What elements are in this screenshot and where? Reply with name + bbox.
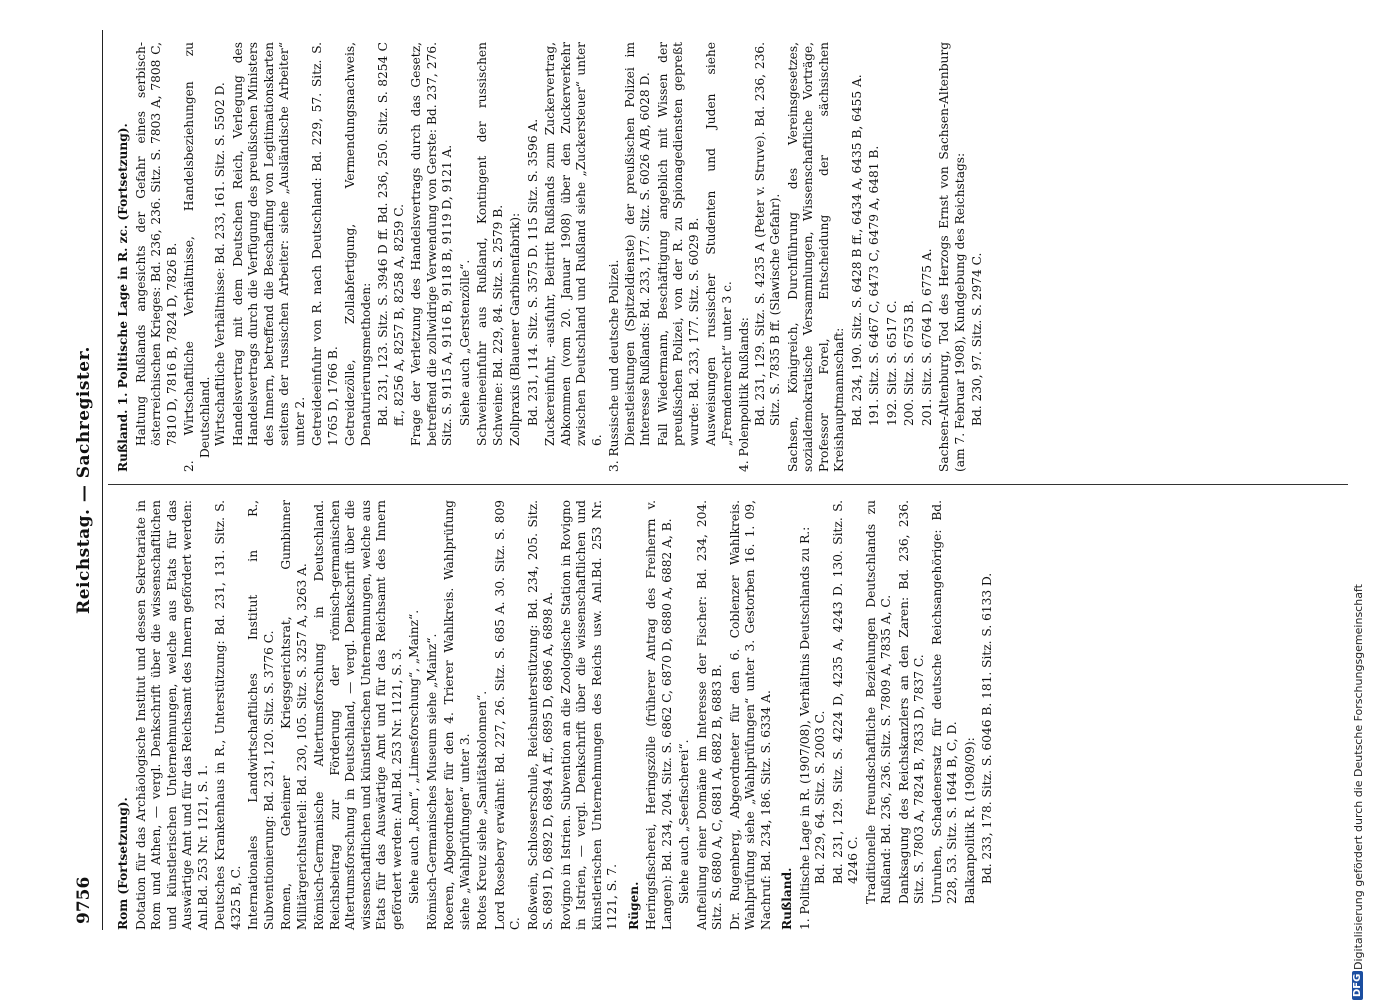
index-entry: Sachsen-Altenburg, Tod des Herzogs Ernst von Sachsen-Altenburg (am 7. Februar 1908), Kundgebung des Reichstags: (937, 42, 967, 472)
citation-line: 200. Sitz. S. 6753 B. (902, 300, 916, 426)
page-number: 9756 (74, 876, 94, 924)
index-entry: Getreideeinfuhr von R. nach Deutschland: Bd. 229, 57. Sitz. S. 1765 D, 1766 B. (310, 42, 340, 446)
numbered-subentry: 2. Wirtschaftliche Verhältnisse, Handelsbeziehungen zu Deutschland. (182, 42, 212, 472)
index-entry: Internationales Landwirtschaftliches Institut in R., Subventionierung: Bd. 231, 120. Sitz. S. 3776 C. (246, 500, 276, 930)
index-entry: Frage der Verletzung des Handelsvertrags durch das Gesetz, betreffend die zollwidrige Verwendung von Gerste: Bd. 237, 276. Sitz. S. 9115 A, 9116 B, 9118 B, 9119 D, 9121 A. (409, 42, 454, 446)
index-entry: Heringsfischerei, Heringszölle (früherer Antrag des Freiherrn v. Langen): Bd. 234, 204. Sitz. S. 6862 C, 6870 D, 6880 A, 6882 A, B. (644, 500, 674, 930)
citation-line: Bd. 231, 114. Sitz. S. 3575 D. 115 Sitz. S. 3596 A. (525, 118, 540, 426)
index-entry: Deutsches Krankenhaus in R., Unterstützung: Bd. 231, 131. Sitz. S. 4325 B, C. (213, 500, 243, 930)
index-entry: Zuckereinfuhr, -ausfuhr, Beitritt Rußlands zum Zuckervertrag, Abkommen (vom 20. Januar 1908) über den Zuckerverkehr zwischen Deutschland und Rußland siehe „Zuckersteuer“ unter 6. (543, 42, 604, 446)
index-entry: Siehe auch „Rom“, „Limesforschung“, „Mainz“. (407, 609, 421, 904)
index-entry: Siehe auch „Seefischerei“. (677, 739, 691, 904)
index-entry: Dienstleistungen (Spitzeldienste) der preußischen Polizei im Interesse Rußlands: Bd. 233, 177. Sitz. S. 6026 A/B, 6028 D. (622, 42, 652, 446)
index-entry: Römisch-Germanisches Museum siehe „Mainz“. (424, 633, 439, 930)
numbered-subentry: 4. Polenpolitik Rußlands: (737, 317, 751, 472)
index-entry: Romen, Geheimer Kriegsgerichtsrat, Gumbinner Militärgerichtsurteil: Bd. 230, 105. Sitz. S. 3257 A, 3263 A. (279, 500, 309, 930)
left-column (110, 500, 998, 930)
index-entry: Balkanpolitik R. (1908/09): (962, 737, 977, 904)
continuation-heading: Rom (Fortsetzung). (116, 797, 130, 930)
document-sheet (70, 30, 1370, 930)
running-title: Reichstag. — Sachregister. (74, 346, 94, 614)
citation-line: 192. Sitz. S. 6517 C. (884, 300, 899, 426)
digitization-footer (1344, 0, 1374, 1000)
index-entry: Rotes Kreuz siehe „Sanitätskolonnen“. (475, 690, 489, 930)
citation-line: 191. Sitz. S. 6467 C, 6473 C, 6479 A, 6481 B. (867, 145, 881, 426)
citation-line: Bd. 230, 97. Sitz. S. 2974 C. (970, 252, 984, 426)
index-entry: Dr. Rugenberg, Abgeordneter für den 6. Coblenzer Wahlkreis. Wahlprüfung siehe „Wahlprüfungen“ unter 3. Gestorben 16. 1. 09, Nachruf: Bd. 234, 186. Sitz. S. 6334 A. (727, 500, 773, 930)
index-entry: Sachsen, Königreich, Durchführung des Vereinsgesetzes, sozialdemokratische Versammlungen, Wissenschaftliche Vorträge, Professor Forel, Entscheidung der sächsischen Kreishauptmannschaft: (785, 42, 846, 472)
index-entry: Roeren, Abgeordneter für den 4. Trierer Wahlkreis. Wahlprüfung siehe „Wahlprüfungen“ unter 3. (442, 500, 472, 930)
index-entry: Traditionelle freundschaftliche Beziehungen Deutschlands zu Rußland: Bd. 236, 236. Sitz. S. 7809 A, 7835 A, C. (863, 500, 893, 904)
numbered-subentry: 1. Politische Lage in R. (1907/08), Verhältnis Deutschlands zu R.: (797, 526, 812, 930)
index-entry: Roßwein, Schlosserschule, Reichsunterstützung: Bd. 234, 205. Sitz. S. 6891 D, 6892 D, 6894 A ff., 6895 D, 6896 A, 6898 A. (525, 500, 555, 930)
citation-line: Bd. 233, 178. Sitz. S. 6046 B. 181. Sitz. S. 6133 D. (980, 572, 994, 884)
index-entry: Dotation für das Archäologische Institut und dessen Sekretariate in Rom und Athen, — vergl. Denkschrift über die wissenschaftlichen und künstlerischen Unternehmungen, welche aus Etats für das Auswärtige Amt und für das Reichsamt des Innern gefördert werden: Anl.Bd. 253 Nr. 1121, S. 1. (133, 500, 210, 930)
continuation-heading: Rußland. 1. Politische Lage in R. zc. (Fortsetzung). (116, 123, 130, 472)
index-entry: Aufteilung einer Domäne im Interesse der Fischer: Bd. 234, 204. Sitz. S. 6880 A, C, 6881 A, 6882 B, 6883 B. (694, 500, 724, 930)
index-entry: Wirtschaftliche Verhältnisse: Bd. 233, 161. Sitz. S. 5502 D. (213, 82, 227, 446)
citation-line: Bd. 231, 123. Sitz. S. 3946 D ff. Bd. 236, 250. Sitz. S. 8254 C ff., 8256 A, 8257 B, 8258 A, 8259 C. (376, 42, 406, 426)
index-heading: Rußland. (780, 867, 794, 930)
index-entry: Getreidezölle, Zollabfertigung, Vermendungsnachweis, Denaturierungsmethoden: (343, 42, 373, 446)
index-entry: Ausweisungen russischer Studenten und Juden siehe „Fremdenrecht“ unter 3 c. (704, 42, 734, 446)
column-divider (108, 484, 1348, 485)
numbered-subentry: 3. Russische und deutsche Polizei. (607, 259, 621, 472)
index-entry: Zollpraxis (Blauener Garbinenfabrik): (508, 212, 522, 446)
citation-line: Bd. 231, 129. Sitz. S. 4224 D, 4235 A, 4243 D. 130. Sitz. S. 4246 C. (830, 500, 860, 884)
index-entry: Haltung Rußlands angesichts der Gefahr eines serbisch-österreichischen Krieges: Bd. 236, 236. Sitz. S. 7803 A, 7808 C, 7810 D, 7816 B, 7824 D, 7826 B. (133, 42, 179, 446)
index-entry: Schweineeinfuhr aus Rußland, Kontingent der russischen Schweine: Bd. 229, 84. Sitz. S. 2579 B. (475, 42, 505, 446)
index-heading: Rügen. (626, 881, 641, 930)
citation-line: Bd. 234, 190. Sitz. S. 6428 B ff., 6434 A, 6435 B, 6455 A. (849, 74, 864, 426)
dfg-logo: DFG (1352, 971, 1363, 1000)
index-entry: Römisch-Germanische Altertumsforschung in Deutschland. Reichsbeitrag zur Förderung der römisch-germanischen Altertumsforschung in Deutschland, — vergl. Denkschrift über die wissenschaftlichen und künstlerischen Unternehmungen, welche aus Etats für das Auswärtige Amt und für das Reichsamt des Innern gefördert werden: Anl.Bd. 253 Nr. 1121, S. 3. (312, 500, 404, 930)
index-entry: Rovigno in Istrien. Subvention an die Zoologische Station in Rovigno in Istrien, — vergl. Denkschrift über die wissenschaftlichen und künstlerischen Unternehmungen des Reichs usw. Anl.Bd. 253 Nr. 1121, S. 7. (558, 500, 619, 930)
index-entry: Danksagung des Reichskanzlers an den Zaren: Bd. 236, 236. Sitz. S. 7803 A, 7824 B, 7833 D, 7837 C. (896, 500, 926, 904)
index-entry: Siehe auch „Gerstenzölle“. (457, 259, 472, 426)
index-entry: Handelsvertrag mit dem Deutschen Reich, Verlegung des Handelsvertrags durch die Verfügung des preußischen Ministers des Innern, betreffend die Beschaffung von Legitimationskarten seitens der russischen Arbeiter: siehe „Ausländische Arbeiter“ unter 2. (230, 42, 307, 446)
citation-line: 201. Sitz. S. 6764 D, 6775 A. (919, 248, 934, 426)
citation-line: Bd. 231, 129. Sitz. S. 4235 A (Peter v. Struve). Bd. 236, 236. Sitz. S. 7835 B ff. (Slawische Gefahr). (752, 42, 782, 426)
right-column (110, 42, 988, 472)
page-header (70, 30, 103, 930)
index-entry: Fall Wiedermann, Beschäftigung angeblich mit Wissen der preußischen Polizei, von der R. zu Spionagediensten gepreßt wurde: Bd. 233, 177. Sitz. S. 6029 B. (655, 42, 701, 446)
citation-line: Bd. 229, 64. Sitz. S. 2003 C. (813, 710, 827, 884)
index-entry: Unruhen, Schadenersatz für deutsche Reichsangehörige: Bd. 228, 53. Sitz. S. 1644 B, C, D. (929, 500, 959, 904)
index-entry: Lord Rosebery erwähnt: Bd. 227, 26. Sitz. S. 685 A. 30. Sitz. S. 809 C. (492, 500, 522, 930)
funding-note: Digitalisierung gefördert durch die Deutsche Forschungsgemeinschaft (1352, 584, 1365, 970)
